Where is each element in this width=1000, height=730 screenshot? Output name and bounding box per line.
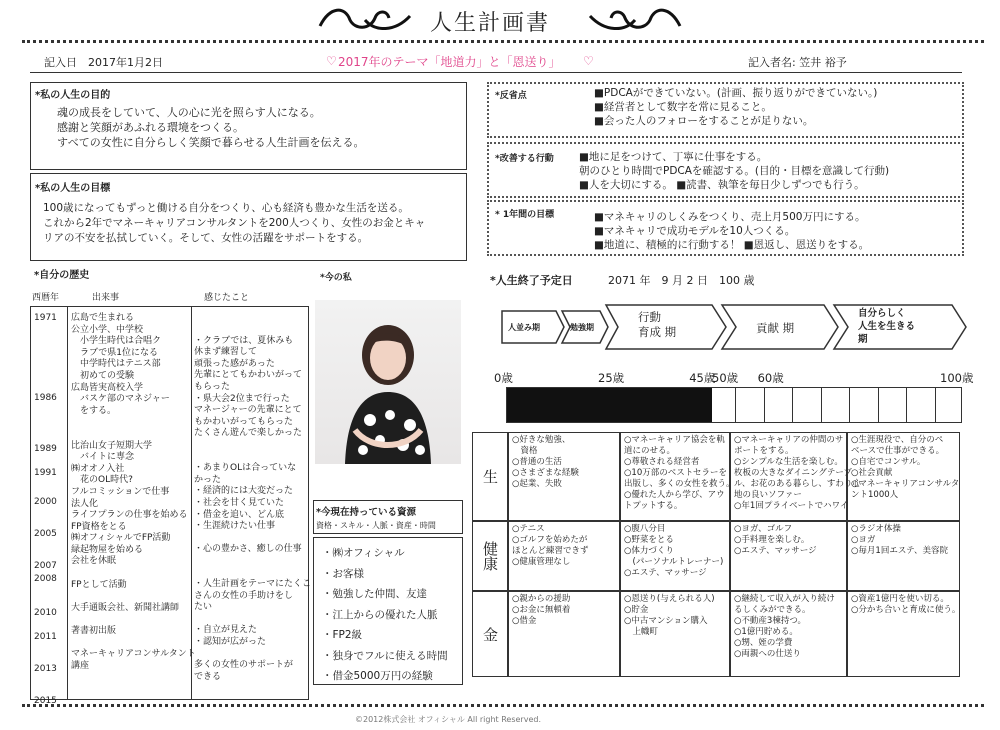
- history-feeling: できる: [194, 671, 222, 682]
- history-event: [71, 417, 196, 429]
- history-year: 2011: [34, 632, 57, 642]
- purpose-line: 魂の成長をしていて、人の心に光を照らす人になる。: [57, 106, 321, 119]
- age-bar-divider: [906, 388, 907, 422]
- history-event: [71, 568, 196, 580]
- purpose-text: [57, 105, 364, 150]
- history-event: 著書初出版: [71, 626, 117, 637]
- history-feeling: [194, 649, 311, 661]
- matrix-cell: ○マネーキャリア協会を軌 道にのせる。 ○尊敬される経営者 ○10万部のベストセラーを 出版し、多くの女性を救う。 ○優れた人から学び、アウ トプットする。: [620, 432, 730, 521]
- goal-box: [30, 173, 467, 261]
- resource-item: ・独身でフルに使える時間: [322, 649, 448, 662]
- history-event: [71, 614, 196, 626]
- history-feeling: もかわいがってもらった: [194, 416, 294, 427]
- phase-2: 勉強期: [570, 323, 594, 332]
- matrix-cell: ○生涯現役で、自分のペ ベースで仕事ができる。 ○自宅でコンサル。 ○社会貢献 ○マネーキャリアコンサルタ ント1000人: [847, 432, 960, 521]
- history-event: 中学時代はテニス部: [71, 359, 161, 370]
- history-year: 2005: [34, 528, 57, 539]
- entry-date: 記入日 2017年1月2日: [44, 56, 163, 69]
- resources-header: [313, 500, 463, 534]
- history-feeling: ・借金を追い、どん底: [194, 509, 285, 520]
- history-year: 2010: [34, 607, 57, 618]
- age-bar-divider: [821, 388, 822, 422]
- history-event: バイトに専念: [71, 452, 135, 463]
- history-event: ライフプランの仕事を始める: [71, 510, 188, 521]
- purpose-label: *私の人生の目的: [35, 90, 111, 101]
- age-bar-divider: [878, 388, 879, 422]
- resources-sub: 資格・スキル・人脈・資産・時間: [316, 521, 436, 530]
- history-event: 広島で生まれる: [71, 313, 135, 323]
- history-event: バスケ部のマネジャー: [71, 394, 170, 405]
- age-bar-fill: [507, 388, 712, 422]
- history-event: 講座: [71, 660, 90, 671]
- matrix-cell: ○腹八分目 ○野菜をとる ○体力づくり (パーソナルトレーナー) ○エステ、マッサージ: [620, 521, 730, 591]
- matrix-cell: ○マネーキャリアの仲間のサ ポートをする。 ○シンプルな生活を楽しむ。 枚板の大きなダイニングテーブ ル、お花のある暮らし、すわり心 地の良いソファー ○年1回プライベートでハワイ: [730, 432, 847, 521]
- footer-line: [22, 704, 984, 707]
- age-label: 25歳: [598, 371, 625, 385]
- history-feelings: [194, 324, 311, 683]
- history-event: 広島皆実高校入学: [71, 382, 144, 393]
- improve-line: 朝のひとり時間でPDCAを確認する。(目的・目標を意識して行動): [579, 165, 890, 177]
- goal-line: リアの不安を払拭していく。そして、女性の活躍をサポートをする。: [43, 232, 369, 244]
- history-event: をする。: [71, 405, 117, 416]
- history-col-feel: 感じたこと: [204, 293, 250, 303]
- matrix-cell: ○親からの援助 ○お金に無頓着 ○借金: [508, 591, 620, 677]
- history-feeling: ・心の豊かさ、癒しの仕事: [194, 544, 302, 555]
- history-year: 2007: [34, 561, 57, 572]
- age-label: 50歳: [712, 371, 739, 385]
- phase-3: 行動 育成 期: [638, 310, 677, 339]
- history-label: *自分の歴史: [34, 270, 90, 281]
- history-event: [71, 429, 196, 441]
- history-feeling: ・県大会2位まで行った: [194, 393, 290, 404]
- reflection-line: ■PDCAができていない。(計画、振り返りができていない。): [594, 87, 878, 99]
- age-bar-divider: [849, 388, 850, 422]
- history-event: 比治山女子短期大学: [71, 440, 153, 451]
- improve-line: ■地に足をつけて、丁寧に仕事をする。: [579, 151, 768, 163]
- age-label: 45歳: [689, 371, 716, 385]
- history-feeling: ・自立が見えた: [194, 625, 258, 636]
- age-label: 100歳: [940, 371, 974, 385]
- copyright: ©2012株式会社 オフィシャル All right Reserved.: [355, 715, 541, 724]
- page-title: 人生計画書: [430, 11, 551, 36]
- history-event: [71, 591, 196, 603]
- yeargoal-line: ■マネキャリのしくみをつくり、売上月500万円にする。: [594, 211, 866, 223]
- age-bar: [506, 387, 962, 423]
- goal-text: [43, 201, 425, 246]
- history-event: 小学生時代は合唱ク: [71, 336, 162, 347]
- phase-1: 人並み期: [508, 323, 540, 332]
- phase-4: 貢献 期: [756, 321, 795, 335]
- history-event: FP資格をとる: [71, 521, 127, 532]
- history-feeling: ・クラブでは、夏休みも: [194, 335, 294, 346]
- history-feeling: もらった: [194, 381, 231, 392]
- history-feeling: [194, 614, 311, 626]
- resources-box: [313, 537, 463, 685]
- resource-item: ・FP2級: [322, 629, 363, 641]
- resources-label: *今現在持っている資源: [316, 507, 416, 518]
- improve-text: [579, 150, 889, 192]
- goal-label: *私の人生の目標: [35, 183, 111, 194]
- history-col-event: 出来事: [92, 293, 120, 303]
- yeargoal-line: ■地道に、積極的に行動する！ ■恩返し、恩送りをする。: [594, 239, 870, 251]
- lifeend-label: *人生終了予定日: [490, 274, 573, 287]
- history-event: 花のOL時代?: [71, 475, 133, 486]
- resource-item: ・借金5000万円の経験: [322, 670, 433, 682]
- improve-line: ■人を大切にする。 ■読書、執筆を毎日少しずつでも行う。: [579, 179, 865, 191]
- history-feeling: さんの女性の手助けをし: [194, 590, 294, 601]
- matrix-cell: ○ヨガ、ゴルフ ○手料理を楽しむ。 ○エステ、マッサージ: [730, 521, 847, 591]
- history-event: FPとして活動: [71, 579, 127, 590]
- age-label: 0歳: [494, 371, 513, 385]
- improve-box: [487, 142, 964, 198]
- matrix-cell: ○好きな勉強、 資格 ○普通の生活 ○さまざまな経験 ○起業、失敗: [508, 432, 620, 521]
- reflection-line: ■経営者として数字を常に見ること。: [594, 101, 772, 113]
- history-year: 2000: [34, 497, 57, 508]
- goal-line: これから2年でマネーキャリアコンサルタントを200人つくり、女性のお金とキャ: [43, 217, 426, 229]
- history-year: 2013: [34, 664, 57, 675]
- history-feeling: かった: [194, 474, 222, 485]
- resource-item: ・㈱オフィシャル: [322, 547, 405, 559]
- history-event: 公立小学、中学校: [71, 324, 144, 335]
- history-year: 2015: [34, 695, 57, 706]
- history-feeling: たい: [194, 602, 213, 613]
- resource-item: ・お客様: [322, 567, 364, 580]
- age-bar-divider: [764, 388, 765, 422]
- history-feeling: 多くの女性のサポートが: [194, 660, 294, 671]
- history-event: マネーキャリアコンサルタント: [71, 649, 196, 660]
- goal-line: 100歳になってもずっと働ける自分をつくり、心も経済も豊かな生活を送る。: [43, 202, 409, 214]
- age-bar-divider: [792, 388, 793, 422]
- history-event: 初めての受験: [71, 370, 135, 381]
- reflection-line: ■会った人のフォローをすることが足りない。: [594, 115, 814, 127]
- history-feeling: ・社会を甘く見ていた: [194, 497, 285, 508]
- resources-list: [322, 543, 448, 687]
- history-event: ㈱オフィシャルでFP活動: [71, 533, 171, 544]
- lifeend-value: 2071 年 9 月 2 日 100 歳: [608, 274, 755, 287]
- left-ornament: [315, 6, 415, 34]
- theme-heart-left: ♡: [326, 54, 337, 68]
- theme-heart-right: ♡: [583, 54, 594, 68]
- history-feeling: ・あまりOLは合っていな: [194, 463, 297, 474]
- matrix-cell: ○テニス ○ゴルフを始めたが ほとんど練習できず ○健康管理なし: [508, 521, 620, 591]
- phase-5: 自分らしく 人生を生きる 期: [858, 308, 916, 345]
- reflection-box: [487, 82, 964, 138]
- history-col-year: 西暦年: [32, 293, 60, 303]
- history-year: 2008: [34, 574, 57, 584]
- matrix-row-label: 生: [472, 432, 508, 521]
- resource-item: ・江上からの優れた人脈: [322, 608, 438, 621]
- yeargoal-box: [487, 200, 964, 256]
- history-feeling: マネージャーの先輩にとて: [194, 405, 302, 416]
- history-feeling: 休まず練習して: [194, 347, 258, 358]
- purpose-line: すべての女性に自分らしく笑顔で暮らせる人生計画を伝える。: [57, 136, 365, 149]
- right-ornament: [585, 6, 685, 34]
- yeargoal-label: * 1年間の目標: [495, 210, 555, 220]
- history-feeling: ・人生計画をテーマにたくこ: [194, 579, 312, 590]
- history-year: 1986: [34, 393, 57, 404]
- history-feeling: 頑張った感があった: [194, 358, 275, 369]
- history-year: 1989: [34, 444, 57, 455]
- history-feeling: [194, 452, 311, 464]
- history-feeling: [194, 324, 311, 336]
- history-event: ラブで県1位になる: [71, 347, 158, 358]
- history-event: 法人化: [71, 498, 99, 509]
- improve-label: *改善する行動: [495, 154, 554, 164]
- yeargoal-line: ■マネキャリで成功モデルを10人つくる。: [594, 225, 796, 237]
- history-feeling: ・経済的には大変だった: [194, 486, 294, 497]
- header-underline: [30, 72, 962, 73]
- age-bar-divider: [735, 388, 736, 422]
- matrix-row-label: 金: [472, 591, 508, 677]
- matrix-cell: ○ラジオ体操 ○ヨガ ○毎月1回エステ、美容院: [847, 521, 960, 591]
- reflection-label: *反省点: [495, 91, 527, 101]
- history-feeling: ・認知が広がった: [194, 637, 267, 648]
- matrix-row-label: 健康: [472, 521, 508, 591]
- history-year: 1971: [34, 313, 57, 323]
- yeargoal-text: [594, 210, 869, 252]
- history-event: フルコミッションで仕事: [71, 486, 170, 497]
- history-feeling: たくさん遊んで楽しかった: [194, 428, 303, 439]
- portrait-photo: [315, 300, 461, 464]
- history-event: ㈱オオノ入社: [71, 463, 125, 474]
- history-feeling: ・生涯続けたい仕事: [194, 521, 276, 532]
- reflection-text: [594, 86, 877, 128]
- now-label: *今の私: [320, 273, 352, 283]
- age-bar-divider: [935, 388, 936, 422]
- history-year: 1991: [34, 468, 57, 479]
- history-events: [71, 313, 196, 672]
- history-feeling: [194, 533, 311, 545]
- matrix-cell: ○継続して収入が入り続け るしくみができる。 ○不動産3棟持つ。 ○1億円貯める。 ○甥、姪の学費 ○両親への仕送り: [730, 591, 847, 677]
- matrix-cell: ○恩送り(与えられる人) ○貯金 ○中古マンション購入 上幟町: [620, 591, 730, 677]
- history-feeling: 先輩にとてもかわいがって: [194, 370, 303, 381]
- history-event: 大手通販会社、新聞社講師: [71, 602, 180, 613]
- matrix-cell: ○資産1億円を使い切る。 ○分かち合いと育成に使う。: [847, 591, 960, 677]
- purpose-box: [30, 82, 467, 170]
- history-event: 会社を休眠: [71, 556, 117, 567]
- history-feeling: [194, 440, 311, 452]
- history-feeling: [194, 567, 311, 579]
- resource-item: ・勉強した仲間、友達: [322, 588, 427, 600]
- theme: 2017年のテーマ「地道力」と「恩送り」: [338, 55, 561, 69]
- age-label: 60歳: [757, 371, 784, 385]
- purpose-line: 感謝と笑顔があふれる環境をつくる。: [57, 121, 244, 134]
- author: 記入者名: 笠井 裕予: [748, 56, 847, 69]
- history-event: 緑起物屋を始める: [71, 544, 144, 555]
- history-feeling: [194, 556, 311, 568]
- history-event: [71, 638, 196, 650]
